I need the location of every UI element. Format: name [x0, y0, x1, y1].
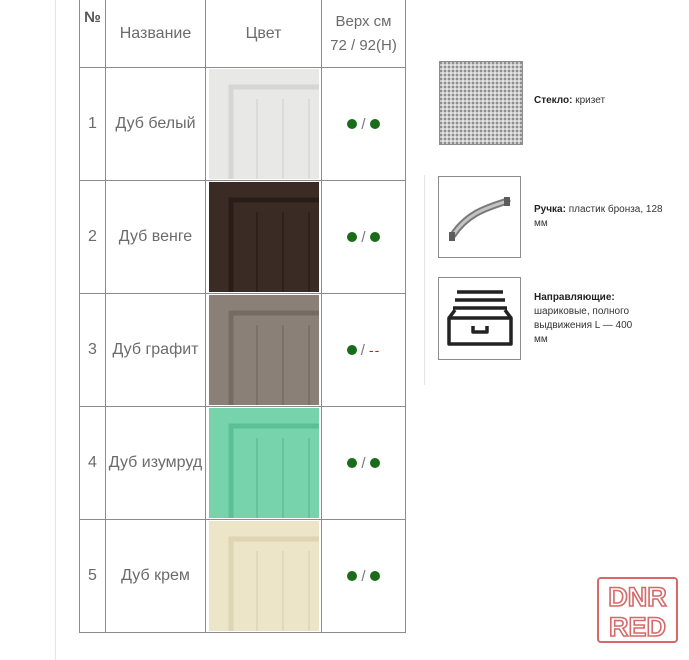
table-row [80, 407, 406, 520]
availability-92-dot [370, 119, 380, 129]
table-row [80, 520, 406, 633]
availability-separator: / [361, 115, 366, 133]
availability-cell [322, 68, 406, 181]
drawer-text [534, 291, 674, 347]
right-divider [424, 175, 425, 385]
row-name: Дуб венге [106, 181, 206, 294]
color-swatch [209, 521, 319, 631]
handle-text [534, 203, 674, 231]
color-swatch [209, 295, 319, 405]
logo-line2: RED [608, 612, 667, 642]
availability-separator: / [360, 341, 365, 359]
header-availability-line2: 72 / 92(Н) [330, 36, 397, 54]
color-table [79, 0, 406, 633]
header-num: № [80, 0, 106, 68]
glass-text [534, 94, 674, 108]
handle-label: Ручка: [534, 204, 566, 215]
color-swatch-cell [206, 294, 322, 407]
availability-cell [322, 520, 406, 633]
availability-separator: / [361, 228, 366, 246]
availability-separator: / [361, 454, 366, 472]
handle-icon [438, 176, 521, 258]
header-availability [322, 0, 406, 68]
left-divider [55, 0, 56, 660]
availability-cell [322, 181, 406, 294]
row-name: Дуб графит [106, 294, 206, 407]
color-swatch-cell [206, 68, 322, 181]
availability-cell [322, 294, 406, 407]
color-swatch [209, 182, 319, 292]
availability-92-dot [370, 458, 380, 468]
glass-value: кризет [575, 95, 606, 106]
drawer-icon [438, 277, 521, 360]
glass-label: Стекло: [534, 95, 573, 106]
availability-cell [322, 407, 406, 520]
availability-72-dot [347, 345, 357, 355]
table-header-row [80, 0, 406, 68]
table-row [80, 181, 406, 294]
glass-texture-icon [439, 61, 523, 145]
drawer-value: шариковые, полного выдвижения L — 400 мм [534, 306, 633, 345]
availability-72-dot [347, 458, 357, 468]
row-number: 4 [80, 407, 106, 520]
availability-72-dot [347, 232, 357, 242]
availability-72-dot [347, 571, 357, 581]
handle-value: пластик бронза, 128 мм [534, 204, 663, 229]
availability-92-dot [370, 571, 380, 581]
color-swatch [209, 69, 319, 179]
dnr-red-logo [597, 577, 678, 643]
row-number: 3 [80, 294, 106, 407]
table-row [80, 68, 406, 181]
header-availability-line1: Верх см [335, 12, 392, 30]
availability-separator: / [361, 567, 366, 585]
color-swatch-cell [206, 520, 322, 633]
availability-72-dot [347, 119, 357, 129]
color-swatch [209, 408, 319, 518]
logo-line1: DNR [608, 582, 667, 612]
row-name: Дуб крем [106, 520, 206, 633]
row-number: 1 [80, 68, 106, 181]
availability-92-dot [370, 232, 380, 242]
row-name: Дуб белый [106, 68, 206, 181]
header-color: Цвет [206, 0, 322, 68]
table-row [80, 294, 406, 407]
color-swatch-cell [206, 407, 322, 520]
color-swatch-cell [206, 181, 322, 294]
header-name: Название [106, 0, 206, 68]
drawer-label: Направляющие: [534, 292, 615, 303]
availability-92-unavailable: -- [368, 342, 381, 359]
row-number: 5 [80, 520, 106, 633]
row-number: 2 [80, 181, 106, 294]
row-name: Дуб изумруд [106, 407, 206, 520]
